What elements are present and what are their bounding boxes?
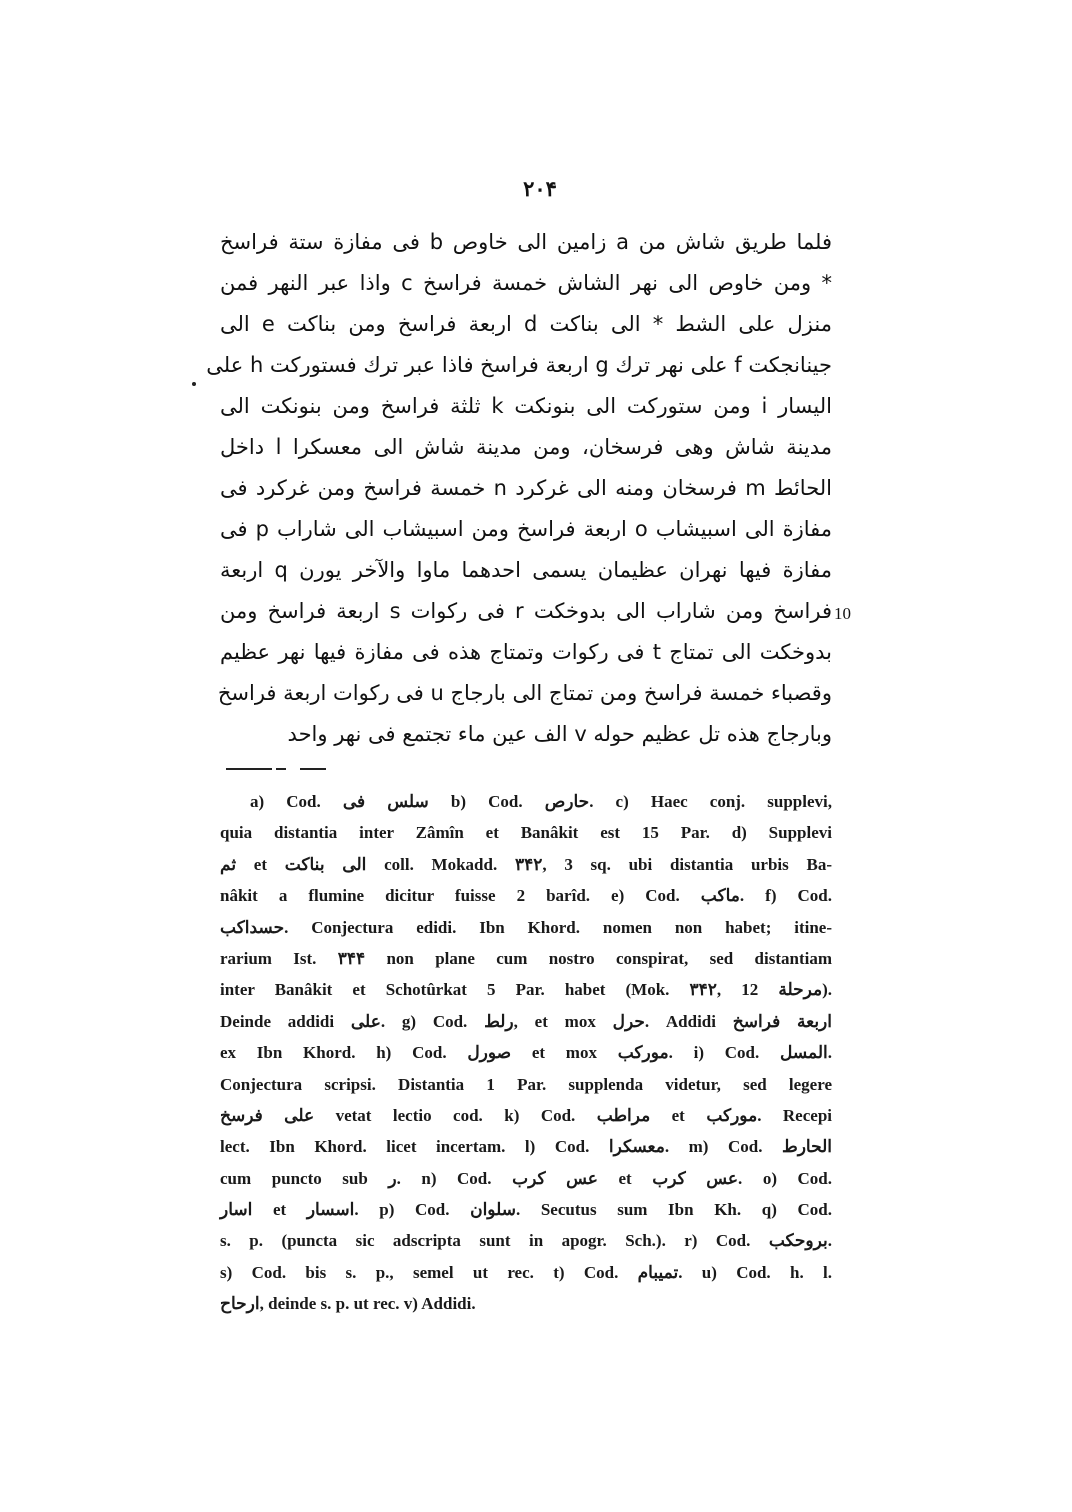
arabic-line: * ومن خاوص الى نهر الشاش خمسة فراسخ c واذا عبر النهر فمن [220, 271, 832, 295]
footnote-line: lect. Ibn Khord. licet incertam. l) Cod. معسكرا. m) Cod. الحارط [220, 1137, 832, 1157]
footnote-line: ارحاح, deinde s. p. ut rec. v) Addidi. [220, 1294, 476, 1314]
arabic-line: مفازة الى اسبيشاب o اربعة فراسخ ومن اسبيشاب الى شاراب p فى [220, 517, 833, 541]
footnote-line: ex Ibn Khord. h) Cod. صورل et mox موركب. i) Cod. المسل. [220, 1043, 832, 1063]
margin-dot [192, 382, 196, 386]
arabic-line: فراسخ ومن شاراب الى بدوخكت r فى ركوات s اربعة فراسخ ومن [220, 599, 832, 623]
arabic-line: جينانجكت f على نهر ترك g اربعة فراسخ فاذا عبر ترك فستوركت h على [206, 353, 832, 377]
footnotes [220, 786, 832, 1320]
footnote-line: cum puncto sub ر. n) Cod. عس كرب et عس كرب. o) Cod. [220, 1168, 832, 1188]
arabic-line: وقصباء خمسة فراسخ ومن تمتاج الى بارجاج u فى ركوات اربعة فراسخ [217, 681, 832, 705]
arabic-line: الحائط m فرسخان ومنه الى غركرد n خمسة فراسخ ومن غركرد فى [220, 476, 832, 500]
footnote-rule [300, 768, 326, 770]
footnote-line: rarium Ist. ۳۴۴ non plane cum nostro conspirat, sed distantiam [220, 948, 832, 968]
arabic-line: منزل على الشط * الى بناكت d اربعة فراسخ ومن بناكت e الى [220, 312, 832, 336]
arabic-line: اليسار i ومن ستوركت الى بنونكت k ثلثة فراسخ ومن بنونكت الى [220, 394, 832, 418]
footnote-line: اسار et اسسار. p) Cod. سلوان. Secutus sum Ibn Kh. q) Cod. [220, 1200, 832, 1220]
line-number-marker: 10 [834, 604, 851, 623]
arabic-line: مفازة فيها نهران عظيمان يسمى احدهما ماوا والآخر يورن q اربعة [220, 558, 832, 582]
footnote-line: Conjectura scripsi. Distantia 1 Par. supplenda videtur, sed legere [220, 1074, 832, 1094]
footnote-line: s) Cod. bis s. p., semel ut rec. t) Cod. تميبام. u) Cod. h. l. [220, 1262, 832, 1282]
page-number: ۲۰۴ [523, 176, 557, 201]
footnote-line: inter Banâkit et Schotûrkat 5 Par. habet (Mok. ۳۴۲, 12 مرحلة). [220, 980, 832, 1000]
arabic-main-text [206, 222, 833, 755]
footnote-line: Deinde addidi على. g) Cod. رلط, et mox حرل. Addidi اربعة فراسخ [220, 1011, 832, 1031]
footnote-rule [276, 768, 286, 770]
arabic-line: وبارجاج هذه تل عظيم حوله v الف عين ماء تجتمع فى نهر واحد [287, 722, 832, 746]
footnote-rule [226, 768, 272, 770]
footnote-line: quia distantia inter Zâmîn et Banâkit est 15 Par. d) Supplevi [220, 823, 832, 843]
arabic-line: مدينة شاش وهى فرسخان، ومن مدينة شاش الى معسكرا l داخل [220, 435, 832, 459]
footnote-line: nâkit a flumine dicitur fuisse 2 barîd. e) Cod. ماكب. f) Cod. [220, 886, 832, 906]
arabic-line: فلما طريق شاش من a زامين الى خاوص b فى مفازة ستة فراسخ [220, 230, 832, 254]
footnote-line: ثم et الى بناكت coll. Mokadd. ۳۴۲, 3 sq. ubi distantia urbis Ba- [220, 854, 832, 874]
arabic-line: بدوخكت الى تمتاج t فى ركوات وتمتاج هذه فى مفازة فيها نهر عظيم [220, 640, 832, 664]
footnote-line: a) Cod. سلس فى b) Cod. حارص. c) Haec conj. supplevi, [250, 792, 833, 811]
footnote-line: s. p. (puncta sic adscripta sunt in apogr. Sch.). r) Cod. بروحكب. [220, 1231, 832, 1251]
footnote-line: حسداكب. Conjectura edidi. Ibn Khord. nomen non habet; itine- [220, 917, 832, 937]
footnote-line: على فرسخ vetat lectio cod. k) Cod. مراطب et موركب. Recepi [220, 1105, 832, 1125]
